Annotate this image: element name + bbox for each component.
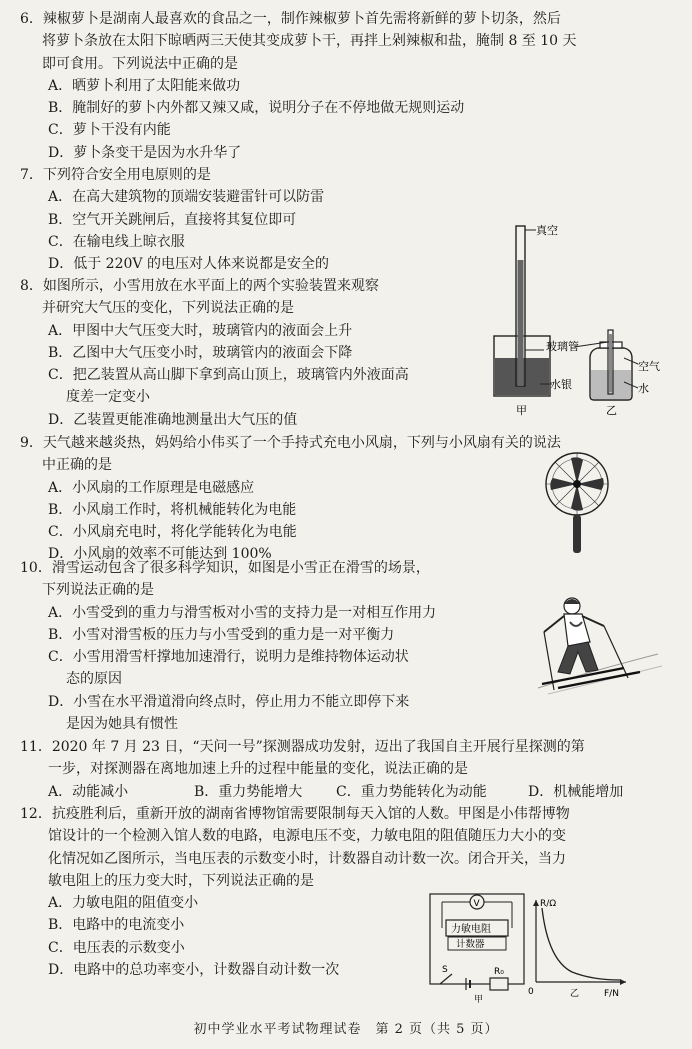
question-9-option-b: B．小风扇工作时，将机械能转化为电能 [48,501,297,518]
question-12-stem-line: 12．抗疫胜利后，重新开放的湖南省博物馆需要限制每天入馆的人数。甲图是小伟帮博物 [20,806,570,822]
skier-figure [528,592,668,700]
question-8-option-c: C．把乙装置从高山脚下拿到高山顶上，玻璃管内外液面高 [48,367,409,384]
question-8-option-c-cont: 度差一定变小 [66,389,150,406]
question-7-option-b: B．空气开关跳闸后，直接将其复位即可 [48,211,297,228]
r-f-curve [542,908,620,980]
question-7-stem-line: 7．下列符合安全用电原则的是 [20,167,211,183]
question-6-option-d: D．萝卜条变干是因为水升华了 [48,144,242,161]
question-7-option-a: A．在高大建筑物的顶端安装避雷针可以防雷 [48,189,325,206]
question-9-stem-line: 中正确的是 [42,457,112,474]
question-8-stem-line: 并研究大气压的变化，下列说法正确的是 [42,300,294,317]
question-10-stem-line: 10．滑雪运动包含了很多科学知识，如图是小雪正在滑雪的场景， [20,560,430,576]
label-water: 水 [638,382,649,395]
label-switch: S [442,965,448,975]
question-12-stem-line: 馆设计的一个检测入馆人数的电路，电源电压不变，力敏电阻的阻值随压力大小的变 [48,828,566,845]
handheld-fan-figure [535,448,625,558]
question-12-option-c: C．电压表的示数变小 [48,939,185,956]
question-11 [20,736,623,803]
question-11-option-b: B．重力势能增大 [194,783,303,800]
question-8-option-a: A．甲图中大气压变大时，玻璃管内的液面会上升 [48,322,353,339]
question-8-option-b: B．乙图中大气压变小时，玻璃管内的液面会下降 [48,344,353,361]
question-6-option-a: A．晒萝卜利用了太阳能来做功 [48,77,241,94]
label-counter: 计数器 [456,939,485,950]
label-glass-tube: 玻璃管 [546,340,579,353]
question-10-option-d: D．小雪在水平滑道滑向终点时，停止用力不能立即停下来 [48,693,410,710]
fan-handle [573,515,581,553]
question-9-stem-line: 9．天气越来越炎热，妈妈给小伟买了一个手持式充电小风扇，下列与小风扇有关的说法 [20,435,561,451]
label-sensor: 力敏电阻 [451,924,491,935]
question-7-option-d: D．低于 220V 的电压对人体来说都是安全的 [48,256,329,273]
question-7 [20,164,329,275]
question-6-stem-line: 将萝卜条放在太阳下晾晒两三天使其变成萝卜干，再拌上剁辣椒和盐，腌制 8 至 10 天 [42,33,577,50]
switch-icon [440,974,452,984]
label-yi: 乙 [606,404,617,417]
question-12-option-d: D．电路中的总功率变小，计数器自动计数一次 [48,962,340,979]
question-9 [20,432,561,566]
question-11-stem-line: 一步，对探测器在离地加速上升的过程中能量的变化，说法正确的是 [48,761,468,778]
question-9-option-d: D．小风扇的效率不可能达到 100% [48,546,272,563]
label-origin: 0 [528,987,534,997]
circuit-diagram-jia [422,886,532,1004]
resistance-force-graph-yi [522,892,632,1002]
question-9-option-a: A．小风扇的工作原理是电磁感应 [48,479,255,496]
question-6-option-b: B．腌制好的萝卜内外都又辣又咸，说明分子在不停地做无规则运动 [48,100,465,117]
question-10-stem-line: 下列说法正确的是 [42,582,154,599]
label-r0: R₀ [494,967,504,977]
mercury-column [518,260,524,386]
question-10 [20,557,436,735]
resistor-r0 [490,978,508,990]
skier-legs [558,642,598,674]
question-11-stem-line: 11．2020 年 7 月 23 日，“天问一号”探测器成功发射，迈出了我国自主开展行星探测的第 [20,739,585,755]
question-10-option-a: A．小雪受到的重力与滑雪板对小雪的支持力是一对相互作用力 [48,604,437,621]
ski [542,668,624,684]
question-12-stem-line: 敏电阻上的压力变大时，下列说法正确的是 [48,872,314,889]
question-8-option-d: D．乙装置更能准确地测量出大气压的值 [48,411,298,428]
label-jia: 甲 [516,404,527,417]
question-6-stem-line: 即可食用。下列说法中正确的是 [42,55,238,72]
question-12-option-a: A．力敏电阻的阻值变小 [48,895,199,912]
question-11-option-c: C．重力势能转化为动能 [336,783,487,800]
question-9-option-c: C．小风扇充电时，将化学能转化为电能 [48,524,297,541]
label-mercury: 水银 [550,378,572,391]
question-12-stem-line: 化情况如乙图所示，当电压表的示数变小时，计数器自动计数一次。闭合开关，当力 [48,850,566,867]
label-f-axis: F/N [604,989,619,999]
question-11-option-a: A．动能减小 [48,783,129,800]
question-10-option-c: C．小雪用滑雪杆撑地加速滑行，说明力是维持物体运动状 [48,649,409,666]
voltmeter-label: V [473,899,480,909]
question-6-option-c: C．萝卜干没有内能 [48,122,171,139]
question-8 [20,275,409,431]
barometer-figure [478,218,688,420]
question-7-option-c: C．在输电线上晾衣服 [48,233,185,250]
label-yi: 乙 [570,989,580,999]
question-12-option-b: B．电路中的电流变小 [48,917,185,934]
question-10-option-d-cont: 是因为她具有惯性 [66,716,178,733]
question-8-stem-line: 8．如图所示，小雪用放在水平面上的两个实验装置来观察 [20,278,379,294]
question-11-option-d: D．机械能增加 [528,783,624,800]
label-air: 空气 [638,360,660,373]
question-11-options [20,781,623,803]
label-vacuum: 真空 [536,224,558,237]
question-6 [20,8,577,164]
question-6-stem-line: 6．辣椒萝卜是湖南人最喜欢的食品之一，制作辣椒萝卜首先需将新鲜的萝卜切条，然后 [20,11,561,27]
page-footer: 初中学业水平考试物理试卷 第 2 页（共 5 页） [193,1022,499,1037]
question-10-option-b: B．小雪对滑雪板的压力与小雪受到的重力是一对平衡力 [48,626,395,643]
label-jia: 甲 [474,995,484,1004]
label-r-axis: R/Ω [540,899,557,909]
question-10-option-c-cont: 态的原因 [66,671,122,688]
